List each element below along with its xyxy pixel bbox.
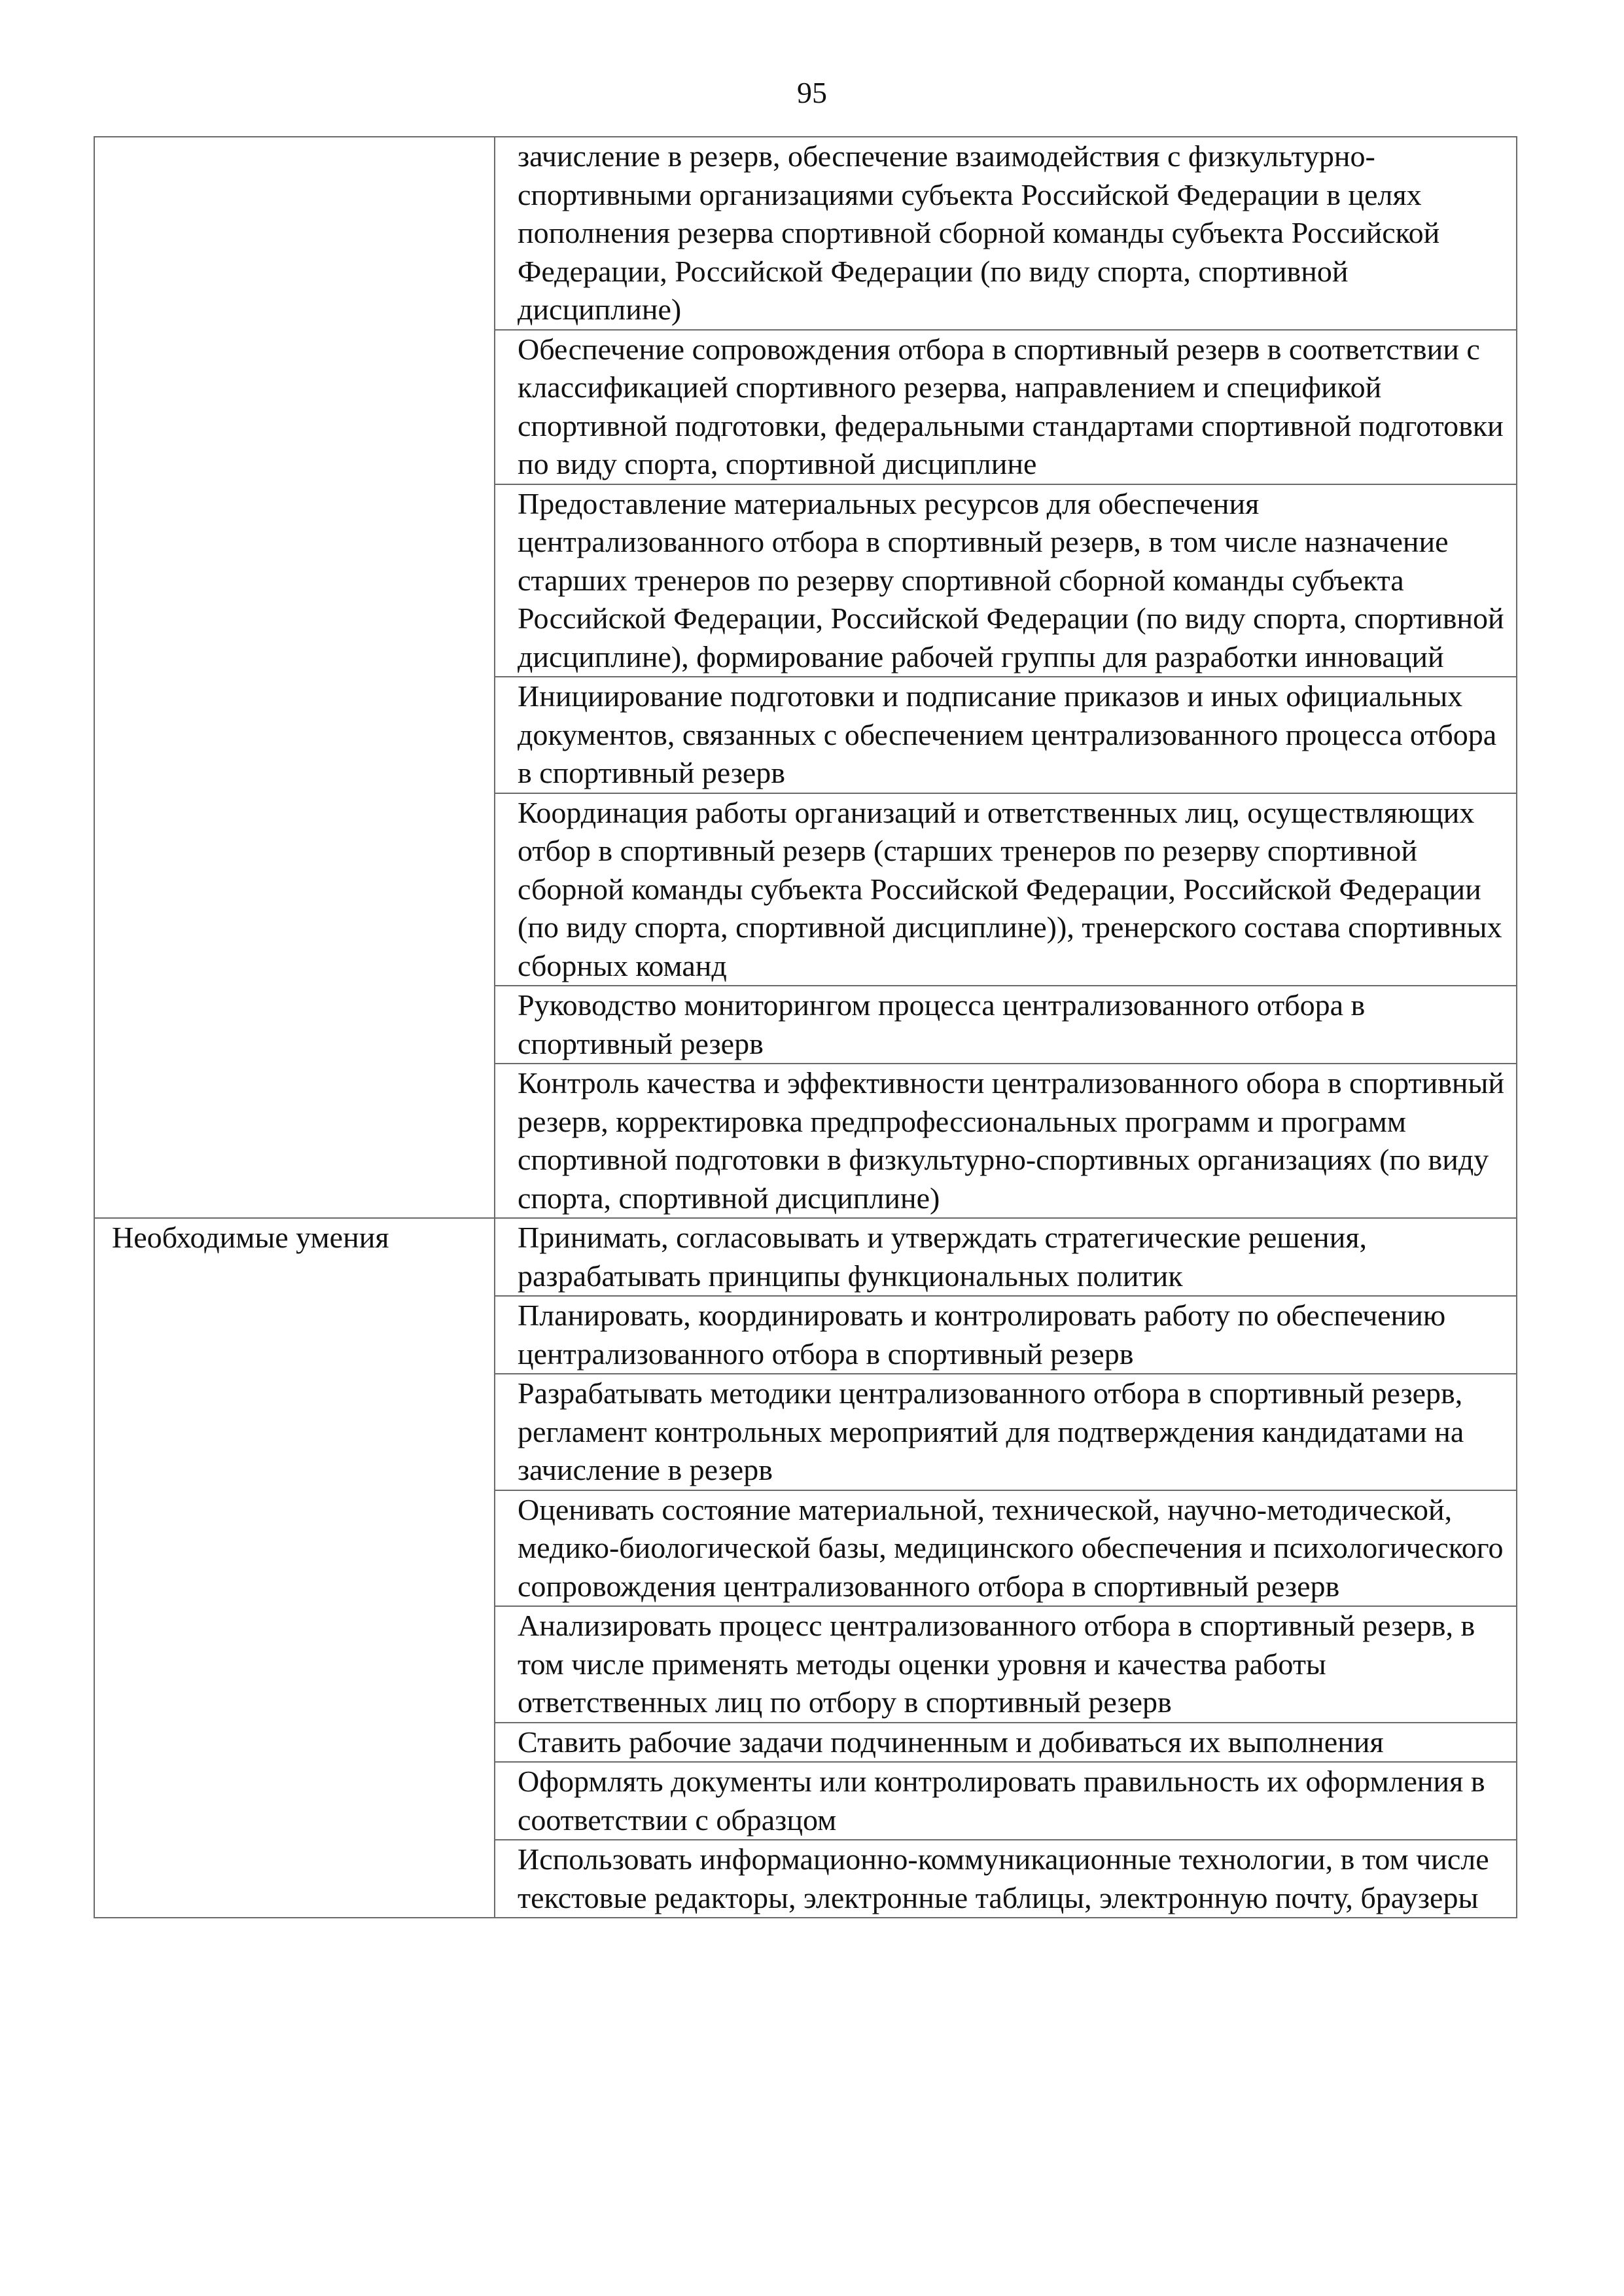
competency-table xyxy=(94,136,1517,1918)
row-group-label: Необходимые умения xyxy=(94,1218,495,1918)
page-number: 95 xyxy=(797,76,827,109)
row-group-label xyxy=(94,137,495,1218)
table-cell-text: Инициирование подготовки и подписание приказов и иных официальных документов, связанных с обеспечением централизованного процесса отбора в спортивный резерв xyxy=(495,677,1517,793)
table-cell-text: Руководство мониторингом процесса централизованного отбора в спортивный резерв xyxy=(495,986,1517,1064)
table-cell-text: Предоставление материальных ресурсов для обеспечения централизованного отбора в спортивный резерв, в том числе назначение старших тренеров по резерву спортивной сборной команды субъекта Российской Федерации, Российской Федерации (по виду спорта, спортивной дисциплине), формирование рабочей группы для разработки инноваций xyxy=(495,484,1517,677)
table-cell-text: Оценивать состояние материальной, технической, научно-методической, медико-биологической базы, медицинского обеспечения и психологического сопровождения централизованного отбора в спортивный резерв xyxy=(495,1490,1517,1607)
table-cell-text: Оформлять документы или контролировать правильность их оформления в соответствии с образцом xyxy=(495,1762,1517,1840)
table-body xyxy=(94,137,1517,1918)
table-row xyxy=(94,1218,1517,1296)
table-cell-text: Координация работы организаций и ответственных лиц, осуществляющих отбор в спортивный резерв (старших тренеров по резерву спортивной сборной команды субъекта Российской Федерации, Российской Федерации (по виду спорта, спортивной дисциплине)), тренерского состава спортивных сборных команд xyxy=(495,793,1517,986)
table-cell-text: Принимать, согласовывать и утверждать стратегические решения, разрабатывать принципы функциональных политик xyxy=(495,1218,1517,1296)
table-cell-text: зачисление в резерв, обеспечение взаимодействия с физкультурно-спортивными организациями субъекта Российской Федерации в целях пополнения резерва спортивной сборной команды субъекта Российской Федерации, Российской Федерации (по виду спорта, спортивной дисциплине) xyxy=(495,137,1517,330)
table-cell-text: Планировать, координировать и контролировать работу по обеспечению централизованного отбора в спортивный резерв xyxy=(495,1296,1517,1374)
table-row xyxy=(94,137,1517,330)
table-cell-text: Разрабатывать методики централизованного отбора в спортивный резерв, регламент контрольных мероприятий для подтверждения кандидатами на зачисление в резерв xyxy=(495,1374,1517,1490)
table-cell-text: Ставить рабочие задачи подчиненным и добиваться их выполнения xyxy=(495,1723,1517,1763)
table-cell-text: Обеспечение сопровождения отбора в спортивный резерв в соответствии с классификацией спортивного резерва, направлением и спецификой спортивной подготовки, федеральными стандартами спортивной подготовки по виду спорта, спортивной дисциплине xyxy=(495,330,1517,484)
table-cell-text: Использовать информационно-коммуникационные технологии, в том числе текстовые редакторы, электронные таблицы, электронную почту, браузеры xyxy=(495,1840,1517,1918)
table-cell-text: Контроль качества и эффективности централизованного обора в спортивный резерв, корректировка предпрофессиональных программ и программ спортивной подготовки в физкультурно-спортивных организациях (по виду спорта, спортивной дисциплине) xyxy=(495,1064,1517,1218)
table-cell-text: Анализировать процесс централизованного отбора в спортивный резерв, в том числе применять методы оценки уровня и качества работы ответственных лиц по отбору в спортивный резерв xyxy=(495,1606,1517,1723)
